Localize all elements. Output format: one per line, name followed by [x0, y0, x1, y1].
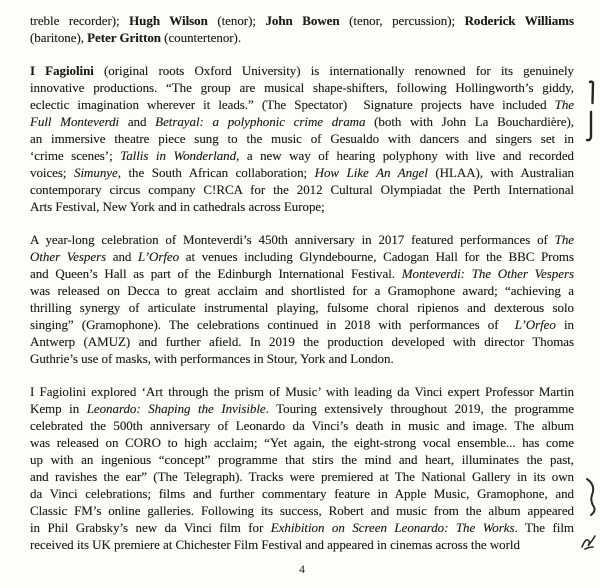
text-line	[30, 96, 574, 113]
italic-text-run: Betrayal: a polyphonic crime drama	[155, 114, 366, 129]
bold-text-run: John Bowen	[265, 13, 340, 28]
text-run: ‘crime scenes’;	[30, 148, 121, 163]
text-line	[30, 333, 574, 350]
paragraph	[30, 62, 574, 215]
text-run: voices;	[30, 165, 75, 180]
text-run: an immersive theatre piece sung to the music of Gesualdo with dancers and singers set in	[30, 131, 574, 146]
text-line	[30, 316, 574, 333]
text-run: (HLAA), with Australian	[427, 165, 574, 180]
italic-text-run: The	[554, 97, 574, 112]
text-run: was released on Decca to great acclaim and shortlisted for a Gramophone award; “achieving a	[30, 283, 574, 298]
text-run: (tenor, percussion);	[339, 13, 465, 28]
text-line	[30, 519, 574, 536]
italic-text-run: Leonardo: Shaping the Invisible	[86, 401, 266, 416]
text-run: contemporary circus company C!RCA for the 2012 Cultural Olympiadat the Perth International	[30, 182, 574, 197]
text-run: , the South African collaboration;	[117, 165, 315, 180]
text-line	[30, 12, 574, 29]
text-run: eclectic imagination wherever it leads.” (The Spectator) Signature projects have included	[30, 97, 555, 112]
text-run: Antwerp (AMUZ) and further afield. In 2019 the production developed with director Thomas	[30, 334, 574, 349]
bold-text-run: Peter Gritton	[87, 30, 161, 45]
text-run: innovative productions. “The group are musical shape-shifters, following Hollingworth’s giddy,	[30, 80, 574, 95]
paragraph	[30, 12, 574, 46]
text-line	[30, 350, 574, 367]
text-run: and	[119, 114, 156, 129]
italic-text-run: The	[554, 232, 574, 247]
text-run: I Fagiolini explored ‘Art through the prism of Music’ with leading da Vinci expert Professor Martin	[30, 384, 574, 399]
text-line	[30, 485, 574, 502]
text-line	[30, 130, 574, 147]
text-run: and	[106, 249, 139, 264]
italic-text-run: Other Vespers	[30, 249, 107, 264]
italic-text-run: Simunye	[74, 165, 118, 180]
paragraph	[30, 383, 574, 553]
text-line	[30, 383, 574, 400]
text-line	[30, 282, 574, 299]
text-line	[30, 468, 574, 485]
text-line	[30, 451, 574, 468]
text-run: up with an ingenious “concept” programme that stirs the mind and heart, illuminates the past,	[30, 452, 574, 467]
text-run: in	[555, 317, 574, 332]
text-run: Guthrie’s use of masks, with performances in Stour, York and London.	[30, 351, 394, 366]
text-run: was released on CORO to high acclaim; “Yet again, the eight-strong vocal ensemble... has come	[30, 435, 574, 450]
text-run: . Touring extensively throughout 2019, the programme	[265, 401, 574, 416]
text-run: celebrated the 500th anniversary of Leonardo da Vinci’s death in music and image. The album	[30, 418, 574, 433]
text-line	[30, 62, 574, 79]
bold-text-run: I Fagiolini	[30, 63, 94, 78]
text-run: da Vinci celebrations; films and further commentary feature in Apple Music, Gramophone, and	[30, 486, 574, 501]
text-line	[30, 231, 574, 248]
text-run: at venues including Glyndebourne, Cadogan Hall for the BBC Proms	[179, 249, 574, 264]
text-run: (tenor);	[207, 13, 266, 28]
text-run: (original roots Oxford University) is internationally renowned for its genuinely	[93, 63, 574, 78]
text-run: treble recorder);	[30, 13, 130, 28]
text-run: Classic FM’s online galleries. Following its success, Robert and music from the album appeared	[30, 503, 574, 518]
text-line	[30, 502, 574, 519]
italic-text-run: Exhibition on Screen Leonardo: The Works	[270, 520, 515, 535]
text-line	[30, 113, 574, 130]
page-number: 4	[299, 562, 305, 576]
text-run: and ravishes the ear” (The Telegraph). Tracks were premiered at The National Gallery in its own	[30, 469, 574, 484]
text-line	[30, 417, 574, 434]
text-line	[30, 400, 574, 417]
text-run: Kemp in	[30, 401, 87, 416]
text-line	[30, 536, 574, 553]
text-run: singing” (Gramophone). The celebrations continued in 2018 with performances of	[30, 317, 515, 332]
italic-text-run: Monteverdi: The Other Vespers	[401, 266, 574, 281]
page-body	[30, 12, 574, 553]
text-line	[30, 198, 574, 215]
text-run: (both with John La Bouchardière),	[365, 114, 574, 129]
text-line	[30, 181, 574, 198]
text-run: and Queen’s Hall as part of the Edinburgh International Festival.	[30, 266, 402, 281]
text-run: Arts Festival, New York and in cathedrals across Europe;	[30, 199, 325, 214]
text-run: , a new way of hearing polyphony with live and recorded	[236, 148, 574, 163]
text-run: in Phil Grabsky’s new da Vinci film for	[30, 520, 271, 535]
text-line	[30, 265, 574, 282]
text-run: (countertenor).	[160, 30, 242, 45]
text-line	[30, 434, 574, 451]
text-line	[30, 164, 574, 181]
text-run: . The film	[514, 520, 574, 535]
text-run: A year-long celebration of Monteverdi’s 450th anniversary in 2017 featured performances of	[30, 232, 555, 247]
text-line	[30, 248, 574, 265]
text-line	[30, 29, 574, 46]
text-line	[30, 299, 574, 316]
italic-text-run: Full Monteverdi	[30, 114, 120, 129]
text-run: thrilling synergy of articulate instrumental playing, fulsome choral ripienos and dexterous solo	[30, 300, 574, 315]
bold-text-run: Roderick Williams	[464, 13, 574, 28]
text-line	[30, 147, 574, 164]
italic-text-run: Tallis in Wonderland	[120, 148, 237, 163]
italic-text-run: How Like An Angel	[314, 165, 428, 180]
paragraph	[30, 231, 574, 367]
bold-text-run: Hugh Wilson	[129, 13, 208, 28]
text-run: (baritone),	[30, 30, 88, 45]
text-run: received its UK premiere at Chichester Film Festival and appeared in cinemas across the world	[30, 537, 520, 552]
italic-text-run: L’Orfeo	[514, 317, 556, 332]
text-line	[30, 79, 574, 96]
italic-text-run: L’Orfeo	[138, 249, 180, 264]
